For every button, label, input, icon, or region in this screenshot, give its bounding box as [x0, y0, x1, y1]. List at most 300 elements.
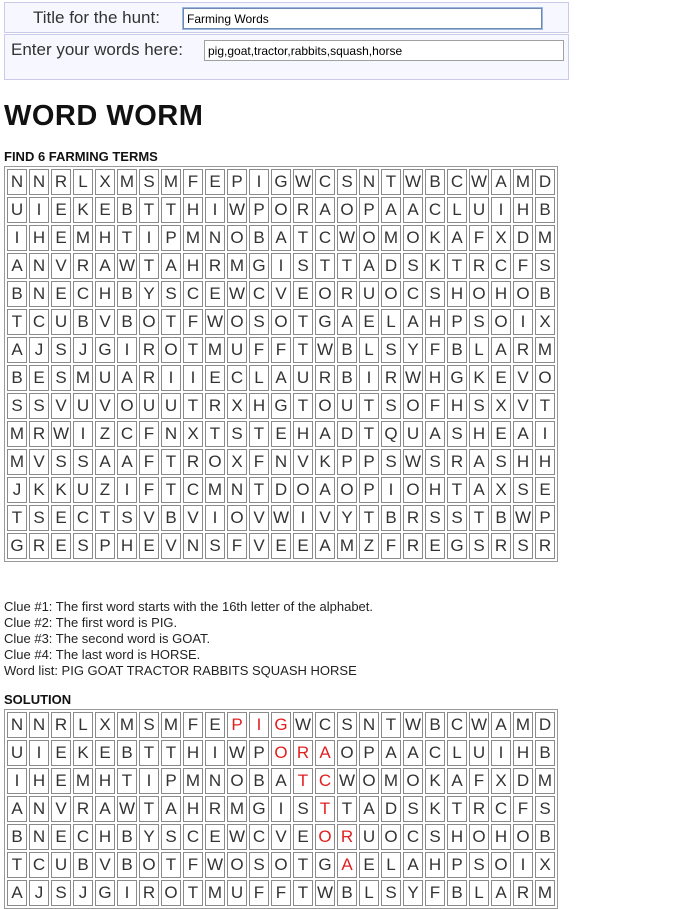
grid-cell: M — [535, 768, 555, 794]
grid-row — [7, 197, 555, 223]
grid-cell: O — [227, 505, 247, 531]
grid-cell: P — [359, 449, 379, 475]
grid-cell: K — [73, 197, 93, 223]
grid-cell: T — [161, 740, 181, 766]
title-row — [4, 2, 569, 33]
grid-cell: M — [73, 225, 93, 251]
grid-cell: W — [51, 421, 71, 447]
grid-cell: I — [205, 505, 225, 531]
grid-cell: T — [293, 309, 313, 335]
grid-cell: N — [29, 169, 49, 195]
grid-cell: R — [29, 421, 49, 447]
grid-cell: F — [249, 449, 269, 475]
grid-cell: H — [29, 768, 49, 794]
grid-cell: J — [29, 337, 49, 363]
grid-row — [7, 393, 555, 419]
grid-row — [7, 505, 555, 531]
grid-cell: U — [95, 365, 115, 391]
grid-cell: E — [271, 421, 291, 447]
grid-cell: X — [491, 477, 511, 503]
grid-cell: D — [535, 712, 555, 738]
grid-cell: S — [73, 533, 93, 559]
grid-cell: I — [205, 197, 225, 223]
grid-cell: O — [491, 852, 511, 878]
grid-cell: A — [447, 225, 467, 251]
grid-cell: B — [535, 281, 555, 307]
grid-cell: S — [293, 253, 313, 279]
grid-row — [7, 796, 555, 822]
grid-cell: U — [403, 421, 423, 447]
grid-cell: A — [337, 852, 357, 878]
grid-cell: U — [337, 393, 357, 419]
grid-cell: P — [227, 169, 247, 195]
grid-cell: L — [447, 197, 467, 223]
grid-cell: V — [315, 505, 335, 531]
grid-cell: C — [315, 169, 335, 195]
grid-cell: B — [535, 740, 555, 766]
words-input[interactable] — [204, 40, 564, 61]
grid-cell: M — [227, 253, 247, 279]
grid-cell: B — [117, 309, 137, 335]
grid-cell: T — [249, 477, 269, 503]
grid-cell: M — [183, 768, 203, 794]
grid-cell: T — [293, 337, 313, 363]
grid-cell: C — [315, 225, 335, 251]
grid-cell: T — [7, 309, 27, 335]
grid-cell: O — [513, 824, 533, 850]
grid-cell: L — [359, 880, 379, 906]
title-input[interactable] — [183, 8, 542, 29]
grid-cell: B — [535, 197, 555, 223]
grid-cell: S — [139, 712, 159, 738]
grid-cell: K — [425, 225, 445, 251]
grid-cell: C — [315, 712, 335, 738]
grid-cell: A — [315, 740, 335, 766]
grid-cell: N — [161, 421, 181, 447]
grid-cell: D — [381, 796, 401, 822]
grid-cell: U — [469, 197, 489, 223]
grid-cell: R — [183, 449, 203, 475]
grid-cell: A — [359, 796, 379, 822]
grid-cell: H — [183, 740, 203, 766]
grid-cell: F — [249, 880, 269, 906]
grid-cell: T — [337, 253, 357, 279]
grid-cell: X — [491, 768, 511, 794]
grid-cell: J — [73, 880, 93, 906]
grid-cell: P — [249, 740, 269, 766]
grid-cell: R — [491, 533, 511, 559]
grid-cell: N — [359, 712, 379, 738]
grid-cell: T — [359, 505, 379, 531]
grid-cell: R — [381, 365, 401, 391]
grid-cell: R — [403, 505, 423, 531]
grid-cell: M — [7, 421, 27, 447]
grid-cell: E — [29, 365, 49, 391]
grid-cell: E — [51, 281, 71, 307]
grid-cell: H — [491, 824, 511, 850]
grid-cell: V — [51, 796, 71, 822]
grid-cell: E — [51, 824, 71, 850]
grid-cell: T — [161, 477, 181, 503]
grid-cell: R — [139, 365, 159, 391]
grid-cell: A — [315, 533, 335, 559]
grid-cell: M — [535, 225, 555, 251]
grid-cell: T — [161, 309, 181, 335]
grid-cell: T — [183, 880, 203, 906]
grid-cell: B — [337, 337, 357, 363]
grid-cell: G — [249, 796, 269, 822]
grid-cell: T — [337, 796, 357, 822]
grid-cell: W — [271, 505, 291, 531]
grid-cell: F — [425, 337, 445, 363]
grid-cell: T — [183, 393, 203, 419]
grid-cell: N — [7, 169, 27, 195]
grid-cell: S — [205, 533, 225, 559]
grid-cell: W — [315, 880, 335, 906]
grid-cell: X — [95, 169, 115, 195]
grid-cell: V — [249, 505, 269, 531]
grid-cell: F — [183, 169, 203, 195]
grid-cell: C — [227, 365, 247, 391]
grid-cell: S — [337, 169, 357, 195]
grid-cell: A — [161, 796, 181, 822]
grid-cell: E — [293, 533, 313, 559]
grid-cell: E — [491, 421, 511, 447]
grid-cell: C — [183, 824, 203, 850]
grid-cell: N — [29, 253, 49, 279]
grid-cell: M — [73, 365, 93, 391]
grid-cell: O — [403, 768, 423, 794]
grid-cell: T — [95, 505, 115, 531]
grid-cell: W — [403, 365, 423, 391]
grid-row — [7, 365, 555, 391]
grid-cell: P — [359, 197, 379, 223]
grid-cell: O — [227, 225, 247, 251]
grid-cell: I — [491, 740, 511, 766]
grid-cell: A — [381, 740, 401, 766]
grid-cell: O — [381, 824, 401, 850]
grid-cell: V — [95, 393, 115, 419]
grid-cell: S — [293, 796, 313, 822]
grid-cell: Y — [403, 880, 423, 906]
grid-cell: R — [29, 533, 49, 559]
grid-cell: F — [513, 796, 533, 822]
grid-cell: B — [117, 824, 137, 850]
grid-cell: B — [7, 824, 27, 850]
grid-cell: W — [513, 505, 533, 531]
grid-cell: H — [293, 421, 313, 447]
grid-cell: O — [359, 225, 379, 251]
grid-cell: W — [315, 337, 335, 363]
grid-cell: E — [51, 225, 71, 251]
grid-cell: T — [139, 740, 159, 766]
grid-cell: A — [7, 253, 27, 279]
grid-cell: T — [381, 712, 401, 738]
grid-row — [7, 421, 555, 447]
grid-cell: M — [183, 225, 203, 251]
grid-cell: U — [227, 337, 247, 363]
grid-cell: H — [513, 740, 533, 766]
grid-cell: T — [205, 421, 225, 447]
grid-cell: H — [447, 393, 467, 419]
grid-cell: O — [315, 281, 335, 307]
grid-cell: O — [403, 393, 423, 419]
grid-cell: S — [381, 880, 401, 906]
grid-cell: Z — [359, 533, 379, 559]
grid-cell: D — [535, 169, 555, 195]
grid-cell: S — [425, 505, 445, 531]
grid-cell: E — [359, 852, 379, 878]
grid-cell: B — [491, 505, 511, 531]
grid-cell: H — [29, 225, 49, 251]
grid-cell: L — [447, 740, 467, 766]
grid-cell: I — [139, 768, 159, 794]
grid-cell: W — [403, 169, 423, 195]
grid-cell: C — [403, 281, 423, 307]
grid-cell: B — [535, 824, 555, 850]
grid-cell: H — [491, 281, 511, 307]
grid-cell: X — [535, 309, 555, 335]
grid-cell: S — [447, 421, 467, 447]
grid-cell: P — [359, 477, 379, 503]
grid-cell: S — [425, 449, 445, 475]
grid-row — [7, 169, 555, 195]
grid-cell: M — [513, 712, 533, 738]
grid-cell: L — [381, 309, 401, 335]
grid-cell: P — [337, 449, 357, 475]
grid-cell: O — [403, 477, 423, 503]
clue-3: Clue #3: The second word is GOAT. — [4, 631, 211, 646]
grid-cell: F — [227, 533, 247, 559]
grid-cell: V — [293, 449, 313, 475]
find-heading: FIND 6 FARMING TERMS — [4, 149, 158, 164]
grid-cell: V — [271, 824, 291, 850]
grid-cell: E — [293, 824, 313, 850]
grid-row — [7, 253, 555, 279]
grid-cell: F — [183, 309, 203, 335]
grid-cell: W — [205, 309, 225, 335]
grid-cell: N — [29, 281, 49, 307]
grid-cell: P — [95, 533, 115, 559]
grid-cell: V — [95, 852, 115, 878]
grid-cell: W — [337, 768, 357, 794]
clue-4: Clue #4: The last word is HORSE. — [4, 647, 201, 662]
grid-cell: W — [403, 712, 423, 738]
grid-cell: B — [73, 852, 93, 878]
grid-cell: C — [447, 712, 467, 738]
grid-cell: Y — [139, 824, 159, 850]
grid-cell: S — [425, 824, 445, 850]
grid-cell: I — [491, 197, 511, 223]
grid-cell: O — [469, 281, 489, 307]
grid-cell: F — [139, 449, 159, 475]
grid-cell: T — [7, 852, 27, 878]
grid-cell: T — [139, 197, 159, 223]
grid-cell: U — [73, 393, 93, 419]
grid-cell: O — [337, 477, 357, 503]
grid-cell: S — [491, 449, 511, 475]
grid-cell: U — [51, 852, 71, 878]
grid-cell: O — [491, 309, 511, 335]
grid-cell: T — [139, 253, 159, 279]
grid-cell: T — [359, 393, 379, 419]
grid-cell: S — [425, 281, 445, 307]
grid-cell: H — [183, 253, 203, 279]
word-list: Word list: PIG GOAT TRACTOR RABBITS SQUASH HORSE — [4, 663, 357, 678]
grid-cell: E — [425, 533, 445, 559]
grid-cell: E — [359, 309, 379, 335]
grid-cell: K — [29, 477, 49, 503]
grid-cell: W — [403, 449, 423, 475]
grid-cell: S — [381, 393, 401, 419]
grid-cell: M — [535, 337, 555, 363]
grid-cell: O — [535, 365, 555, 391]
page-title: WORD WORM — [4, 100, 204, 132]
grid-cell: B — [117, 197, 137, 223]
grid-cell: B — [7, 365, 27, 391]
grid-cell: R — [513, 337, 533, 363]
grid-cell: M — [337, 533, 357, 559]
grid-cell: T — [293, 768, 313, 794]
grid-cell: O — [337, 740, 357, 766]
clue-1: Clue #1: The first word starts with the 16th letter of the alphabet. — [4, 599, 374, 614]
grid-cell: L — [249, 365, 269, 391]
grid-cell: S — [381, 449, 401, 475]
grid-cell: B — [447, 337, 467, 363]
grid-cell: S — [381, 337, 401, 363]
grid-cell: S — [29, 393, 49, 419]
grid-cell: T — [315, 796, 335, 822]
grid-cell: S — [535, 253, 555, 279]
grid-cell: A — [95, 253, 115, 279]
grid-cell: E — [491, 365, 511, 391]
grid-cell: S — [403, 796, 423, 822]
grid-cell: P — [535, 505, 555, 531]
grid-cell: U — [51, 309, 71, 335]
grid-row — [7, 337, 555, 363]
grid-cell: M — [205, 477, 225, 503]
grid-cell: I — [249, 712, 269, 738]
grid-cell: O — [469, 824, 489, 850]
grid-cell: H — [95, 768, 115, 794]
grid-cell: C — [29, 309, 49, 335]
title-label: Title for the hunt: — [33, 8, 160, 27]
grid-cell: Z — [95, 477, 115, 503]
grid-cell: I — [161, 365, 181, 391]
grid-cell: N — [183, 533, 203, 559]
grid-cell: R — [73, 796, 93, 822]
grid-cell: X — [491, 393, 511, 419]
grid-cell: V — [183, 505, 203, 531]
grid-cell: E — [51, 197, 71, 223]
grid-cell: G — [315, 852, 335, 878]
grid-cell: Y — [403, 337, 423, 363]
grid-cell: S — [535, 796, 555, 822]
grid-cell: B — [7, 281, 27, 307]
grid-cell: A — [95, 449, 115, 475]
grid-cell: S — [51, 449, 71, 475]
grid-cell: U — [161, 393, 181, 419]
grid-cell: F — [271, 880, 291, 906]
grid-row — [7, 477, 555, 503]
grid-cell: A — [315, 197, 335, 223]
grid-cell: L — [73, 169, 93, 195]
grid-cell: T — [161, 197, 181, 223]
grid-cell: C — [249, 824, 269, 850]
grid-cell: A — [7, 337, 27, 363]
grid-row — [7, 281, 555, 307]
grid-cell: W — [337, 225, 357, 251]
grid-cell: N — [205, 225, 225, 251]
grid-cell: I — [139, 225, 159, 251]
grid-cell: P — [227, 712, 247, 738]
grid-cell: B — [249, 225, 269, 251]
grid-cell: C — [73, 281, 93, 307]
grid-cell: A — [491, 169, 511, 195]
grid-cell: I — [513, 852, 533, 878]
grid-cell: A — [469, 477, 489, 503]
grid-cell: Q — [381, 421, 401, 447]
grid-cell: S — [249, 852, 269, 878]
grid-cell: M — [535, 880, 555, 906]
grid-cell: L — [381, 852, 401, 878]
grid-cell: R — [139, 337, 159, 363]
grid-cell: I — [271, 796, 291, 822]
grid-cell: S — [513, 477, 533, 503]
grid-cell: T — [315, 253, 335, 279]
grid-row — [7, 225, 555, 251]
grid-cell: W — [227, 197, 247, 223]
grid-cell: A — [513, 421, 533, 447]
grid-cell: A — [161, 253, 181, 279]
grid-cell: S — [161, 281, 181, 307]
grid-cell: M — [117, 169, 137, 195]
grid-cell: V — [513, 393, 533, 419]
grid-cell: I — [513, 309, 533, 335]
grid-cell: K — [315, 449, 335, 475]
grid-cell: T — [139, 796, 159, 822]
grid-cell: I — [183, 365, 203, 391]
grid-cell: C — [491, 796, 511, 822]
grid-cell: A — [403, 740, 423, 766]
grid-cell: N — [359, 169, 379, 195]
grid-cell: E — [51, 505, 71, 531]
grid-cell: M — [205, 880, 225, 906]
grid-cell: O — [271, 309, 291, 335]
grid-cell: E — [205, 169, 225, 195]
grid-cell: A — [271, 225, 291, 251]
grid-cell: N — [29, 712, 49, 738]
grid-cell: B — [73, 309, 93, 335]
grid-cell: H — [425, 852, 445, 878]
grid-cell: A — [117, 449, 137, 475]
grid-cell: I — [381, 477, 401, 503]
grid-cell: K — [425, 768, 445, 794]
grid-cell: J — [29, 880, 49, 906]
grid-cell: U — [469, 740, 489, 766]
grid-cell: M — [7, 449, 27, 475]
grid-cell: B — [117, 740, 137, 766]
grid-cell: T — [293, 225, 313, 251]
grid-cell: E — [293, 281, 313, 307]
grid-row — [7, 449, 555, 475]
grid-cell: K — [73, 740, 93, 766]
grid-cell: F — [183, 712, 203, 738]
grid-cell: E — [95, 197, 115, 223]
grid-cell: M — [117, 712, 137, 738]
grid-cell: I — [117, 880, 137, 906]
grid-cell: O — [205, 449, 225, 475]
